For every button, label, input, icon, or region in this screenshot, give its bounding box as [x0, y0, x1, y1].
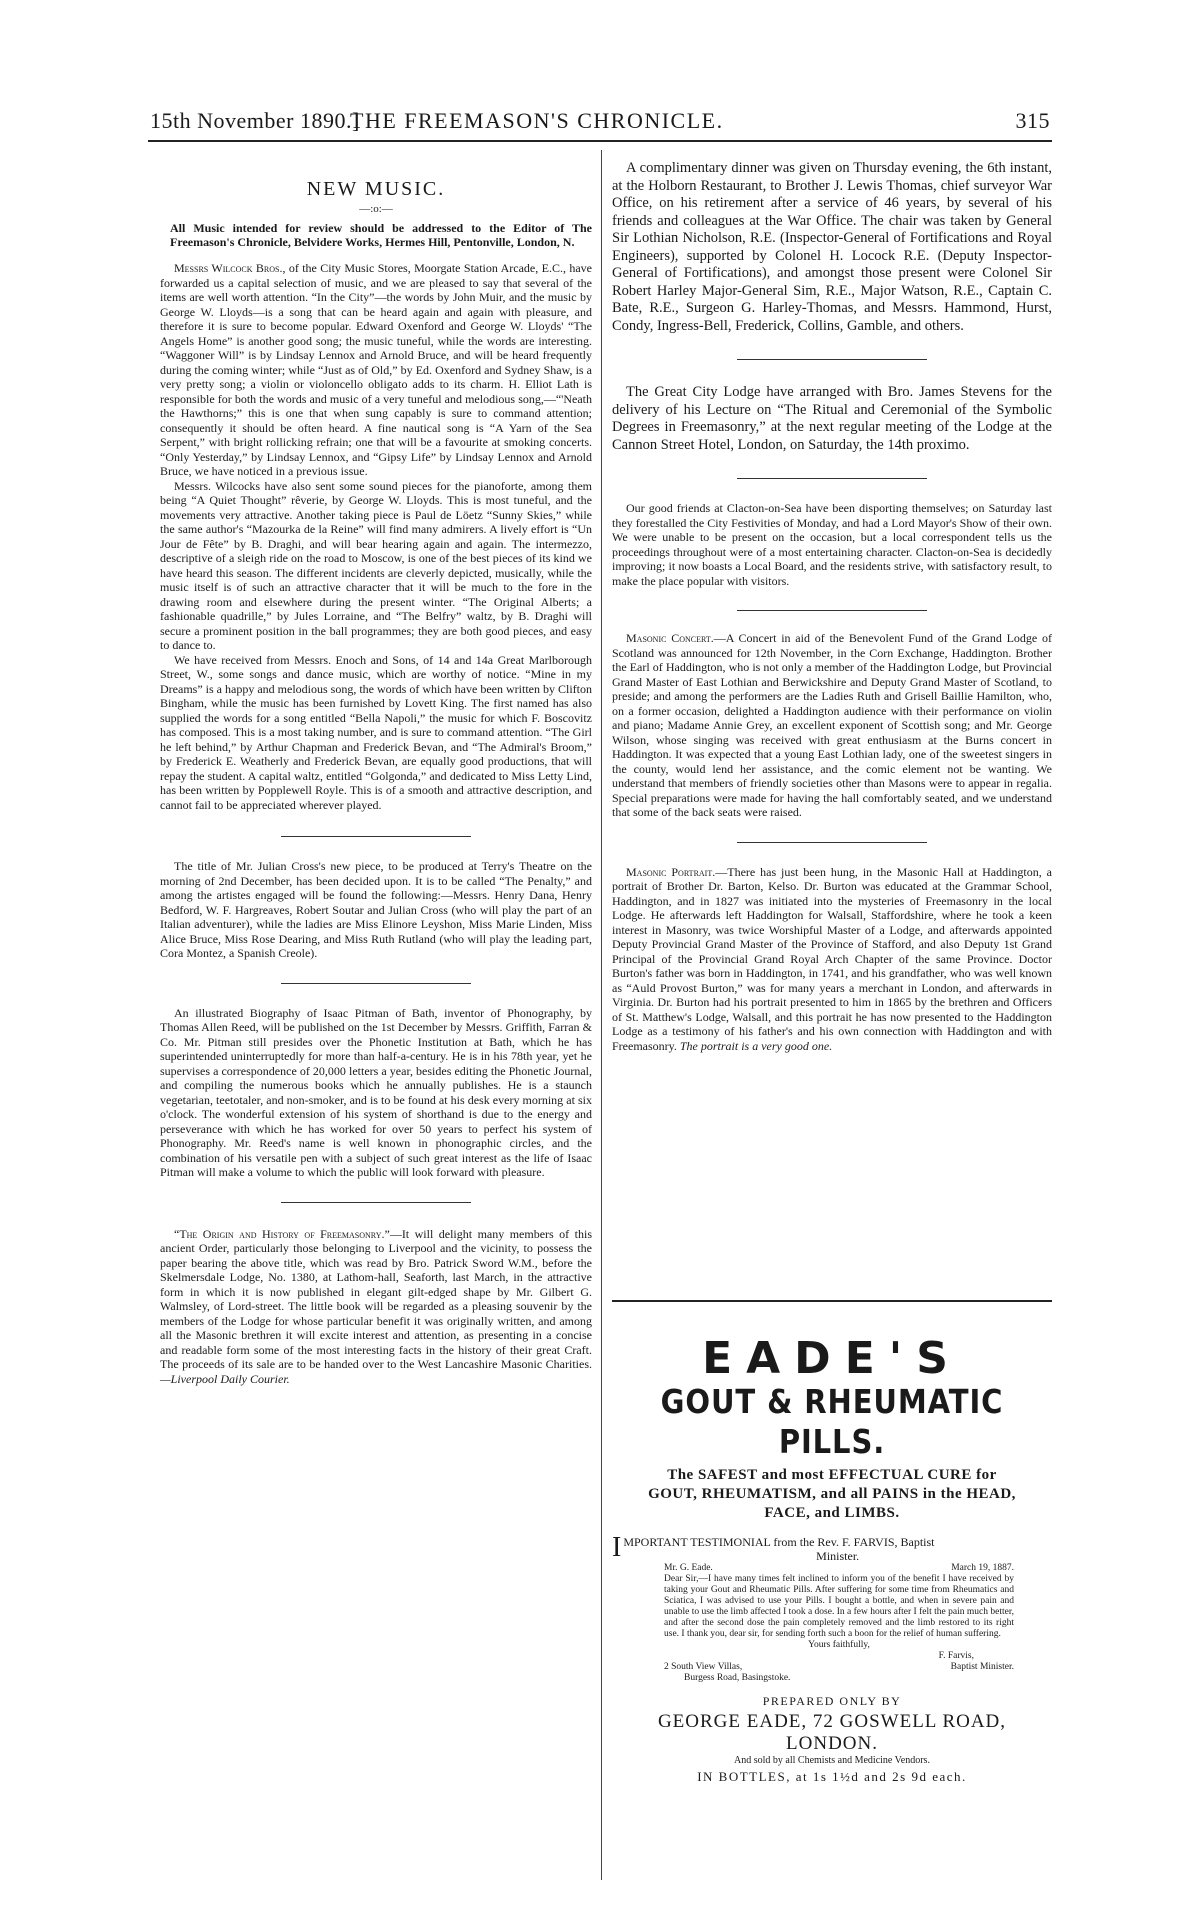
- ad-testimonial-text: MPORTANT TESTIMONIAL from the Rev. F. FARVIS, Baptist: [623, 1535, 935, 1549]
- ad-letter-footer: [664, 1662, 1014, 1673]
- ad-letter-to: Mr. G. Eade.: [664, 1563, 713, 1573]
- ad-sold: And sold by all Chemists and Medicine Vendors.: [734, 1755, 930, 1766]
- ad-tagline-2: GOUT, RHEUMATISM, and all PAINS in the HEAD,: [648, 1486, 1016, 1502]
- great-city-article: The Great City Lodge have arranged with Bro. James Stevens for the delivery of his Lecture on “The Ritual and Ceremonial of the Symbolic Degrees in Freemasonry,” at the next regular meeting of the Lodge at the Cannon Street Hotel, London, on Saturday, the 14th proximo.: [612, 384, 1052, 453]
- origin-source: —Liverpool Daily Courier.: [160, 1371, 290, 1386]
- ad-letter-role: Baptist Minister.: [950, 1662, 1014, 1672]
- ad-brand: EADE'S: [702, 1333, 962, 1384]
- separator: [737, 610, 927, 611]
- music-notice: All Music intended for review should be addressed to the Editor of The Freemason's Chronicle, Belvidere Works, Hermes Hill, Pentonville, London, N.: [170, 221, 592, 249]
- concert-lead: Masonic Concert.: [626, 631, 714, 645]
- title-ornament: —:o:—: [359, 203, 393, 215]
- separator: [737, 842, 927, 843]
- page-number: 315: [1015, 108, 1050, 133]
- separator: [737, 359, 927, 360]
- ad-tagline-1: The SAFEST and most EFFECTUAL CURE for: [667, 1467, 997, 1483]
- music-review-p2: Messrs. Wilcocks have also sent some sound pieces for the pianoforte, among them being “A Quiet Thought” rêverie, by George W. Lloyds. This is most tuneful, and the movements very attractive. Another taking piece is Paul de Löetz “Sunny Skies,” while the same author's “Mazourka de la Reine” will find many admirers. A lively effort is “Un Jour de Fête” by B. Draghi, and will bear hearing again and again. The intermezzo, descriptive of a sleigh ride on the road to Moscow, is one of the best pieces of its kind we have heard this season. The different incidents are cleverly depicted, musically, while the music itself is of such an attractive character that it will be much to the fore in the drawing room and elsewhere during the present winter. “The Original Alberts; a fashionable quadrille,” by Jules Lorraine, and “The Belfry” waltz, by B. Draghi will secure a prominent position in the ball programmes; they are both good pieces, and easy to dance to.: [160, 478, 592, 652]
- ad-letter-date: March 19, 1887.: [951, 1563, 1014, 1573]
- portrait-article: [612, 865, 1052, 1054]
- ad-letter-body: Dear Sir,—I have many times felt inclined to inform you of the benefit I have received by taking your Gout and Rheumatic Pills. After suffering for some time from Rheumatics and Sciatica, I was advised to use your Pills. I bought a bottle, and when in severe pain and unable to use the limb affected I took a dose. In a few hours after I felt the pain much better, and after the second dose the pain completely removed and the limb restored to its right use. I thank you, dear sir, for sending forth such a boon for the relief of human suffering.: [664, 1574, 1014, 1639]
- issue-date: 15th November 1890.]: [150, 108, 360, 133]
- ad-letter-addr1: 2 South View Villas,: [664, 1662, 743, 1672]
- portrait-tail: The portrait is a very good one.: [679, 1038, 833, 1053]
- masthead: THE FREEMASON'S CHRONICLE.: [350, 108, 724, 133]
- ad-product: GOUT & RHEUMATIC PILLS.: [660, 1382, 1004, 1461]
- ad-letter-close: Yours faithfully,: [808, 1640, 870, 1650]
- ad-prepared: PREPARED ONLY BY: [762, 1694, 902, 1708]
- section-title-new-music: NEW MUSIC.: [306, 178, 446, 200]
- left-column: [160, 178, 592, 1386]
- separator: [281, 836, 471, 837]
- music-review-p1: [160, 261, 592, 479]
- ad-letter-header: [664, 1563, 1014, 1574]
- ad-tagline-3: FACE, and LIMBS.: [764, 1505, 900, 1521]
- ad-testimonial-heading: [612, 1532, 1052, 1563]
- right-column: [612, 160, 1052, 1053]
- clacton-article: Our good friends at Clacton-on-Sea have been disporting themselves; on Saturday last they forestalled the City Festivities of Monday, and had a Lord Mayor's Show of their own. We were unable to be present on the occasion, but a local correspondent tells us the proceedings throughout were of a most entertaining character. Clacton-on-Sea is decidedly improving; it now boasts a Local Board, and the residents strive, with satisfactory result, to make the place popular with visitors.: [612, 501, 1052, 588]
- ad-letter: [612, 1563, 1052, 1684]
- music-review-p3: We have received from Messrs. Enoch and Sons, of 14 and 14a Great Marlborough Street, W., some songs and dance music, which are worthy of notice. “Mine in my Dreams” is a happy and melodious song, the words of which have been written by Clifton Bingham, while the music has been furnished by Lovett King. The first named has also supplied the words for a song entitled “Bella Napoli,” the music for which F. Boscovitz has composed. This is a most taking number, and is sure to command attention. “The Girl he left behind,” by Arthur Chapman and Frederick Bevan, and “The Admiral's Broom,” by Frederick E. Weatherly and Frederick Bevan, are equally good productions, that will repay the student. A capital waltz, entitled “Golgonda,” and dedicated to Miss Letty Lind, has been written by Popplewell Royle. This is of a smooth and attractive description, and cannot fail to be appreciated wherever played.: [160, 652, 592, 812]
- cross-article: The title of Mr. Julian Cross's new piece, to be produced at Terry's Theatre on the morning of 2nd December, has been decided upon. It is to be called “The Penalty,” and among the artistes engaged will be found the following:—Messrs. Henry Dana, Henry Bedford, W. F. Hargreaves, Robert Soutar and Julian Cross (who will play the part of an Italian adventurer), while the ladies are Miss Elinore Leyshon, Miss Marie Linden, Miss Alice Bruce, Miss Rose Dearing, and Miss Ruth Rutland (who will play the leading part, Cora Montez, a Spanish Creole).: [160, 859, 592, 960]
- separator: [281, 1202, 471, 1203]
- ad-letter-addr2: Burgess Road, Basingstoke.: [684, 1673, 791, 1683]
- music-review-lead: Messrs Wilcock Bros.: [174, 261, 283, 275]
- ad-bottles: IN BOTTLES, at 1s 1½d and 2s 9d each.: [697, 1769, 967, 1784]
- column-divider: [601, 150, 602, 1880]
- eades-advertisement: [612, 1300, 1052, 1785]
- ad-testimonial-dropcap: I: [612, 1532, 622, 1563]
- origin-article: [160, 1227, 592, 1387]
- separator: [737, 478, 927, 479]
- concert-article: [612, 631, 1052, 820]
- origin-lead: “The Origin and History of Freemasonry.”: [174, 1226, 390, 1241]
- concert-text: —A Concert in aid of the Benevolent Fund of the Grand Lodge of Scotland was announced for 12th November, in the Corn Exchange, Haddington. Brother the Earl of Haddington, who is not only a member of the Haddington Lodge, but Provincial Grand Master of East Lothian and Berwickshire and Deputy Grand Master of Scotland, to preside; and among the performers are the Ladies Ruth and Grisell Baillie Hamilton, who, on a former occasion, delighted a Haddington audience with their performance on violin and piano; Madame Annie Grey, an excellent exponent of Scottish song; and Mr. George Wilson, whose singing was received with great enthusiasm at the Burns concert in Haddington. It was expected that a young East Lothian lady, one of the sweetest singers in the county, would lend her assistance, and the comic element not be wanting. We understand that members of friendly societies other than Masons were to appear in regalia. Special preparations were made for having the hall comfortably seated, and we understand that some of the back seats were raised.: [612, 631, 1052, 819]
- ad-letter-sig: F. Farvis,: [938, 1651, 974, 1661]
- ad-address: GEORGE EADE, 72 GOSWELL ROAD, LONDON.: [657, 1711, 1007, 1754]
- header-rule: [148, 140, 1052, 142]
- portrait-text: —There has just been hung, in the Masonic Hall at Haddington, a portrait of Brother Dr. Barton, Kelso. Dr. Burton was educated at the Grammar School, Haddington, and in 1827 was initiated into the mysteries of Freemasonry in the local Lodge. He afterwards left Haddington for Walsall, Staffordshire, where he took a keen interest in Masonry, was twice Worshipful Master of a Lodge, and afterwards appointed Deputy Provincial Grand Master of the Province of Stafford, and also Deputy 1st Grand Principal of the Provincial Grand Royal Arch Chapter of the same Province. Doctor Burton's father was born in Haddington, in 1741, and his grandfather, who was well known as “Auld Provost Burton,” was for many years a merchant in London, and afterwards in Virginia. Dr. Burton had his portrait presented to him in 1865 by the brethren and Officers of St. Matthew's Lodge, Walsall, and this portrait he has now presented to the Haddington Lodge as a testimony of his father's and his own connection with Haddington and with Freemasonry.: [612, 864, 1052, 1053]
- pitman-article: An illustrated Biography of Isaac Pitman of Bath, inventor of Phonography, by Thomas Allen Reed, will be published on the 1st December by Messrs. Griffith, Farran & Co. Mr. Pitman still presides over the Phonetic Institution at Bath, which he has superintended uninterruptedly for more than half-a-century. He is in his 78th year, yet he supervises a correspondence of 20,000 letters a year, besides editing the Phonetic Journal, and compiling the numerous books which he annually publishes. He is a staunch vegetarian, teetotaler, and non-smoker, and is to be found at his desk every morning at six o'clock. The wonderful extension of his system of shorthand is due to the energy and perseverance with which he has worked for over 50 years to perfect his system of Phonography. Mr. Reed's name is well known in phonographic circles, and the combination of his versatile pen with a subject of such great interest as the life of Isaac Pitman will make a volume to which the public will look forward with pleasure.: [160, 1005, 592, 1179]
- origin-text: —It will delight many members of this ancient Order, particularly those belonging to Liverpool and the vicinity, to possess the paper bearing the above title, which was read by Bro. Patrick Sword W.M., before the Skelmersdale Lodge, No. 1380, at Lathom-hall, Seaforth, last March, in the attractive form in which it is now published in elegant gilt-edged shape by Mr. Gilbert G. Walmsley, of Lord-street. The little book will be regarded as a pleasing souvenir by the members of the Lodge for whose particular benefit it was originally written, and among all the Masonic brethren it will excite interest and attention, as presenting in a concise and readable form some of the most interesting facts in the history of their great Craft. The proceeds of its sale are to be handed over to the West Lancashire Masonic Charities.: [160, 1226, 592, 1371]
- portrait-lead: Masonic Portrait.: [626, 864, 716, 879]
- page-header: [150, 104, 1050, 138]
- ad-testimonial-role: Minister.: [816, 1549, 860, 1563]
- separator: [281, 983, 471, 984]
- dinner-article: A complimentary dinner was given on Thursday evening, the 6th instant, at the Holborn Restaurant, to Brother J. Lewis Thomas, chief surveyor War Office, on his retirement after a service of 46 years, by several of his friends and colleagues at the War Office. The chair was taken by General Sir Lothian Nicholson, R.E. (Inspector-General of Fortifications and Royal Engineers), supported by Colonel H. Locock R.E. (Deputy Inspector-General of Fortifications), and amongst those present were Colonel Sir Robert Harley Major-General Sim, R.E., Major Watson, R.E., Captain C. Bate, R.E., Surgeon G. Harley-Thomas, and Messrs. Hammond, Hurst, Condy, Ingress-Bell, Frederick, Collins, Gamble, and others.: [612, 160, 1052, 334]
- music-review-text: , of the City Music Stores, Moorgate Station Arcade, E.C., have forwarded us a capital selection of music, and we are pleased to say that several of the items are well worth attention. “In the City”—the words by John Muir, and the music by George W. Lloyds—is a song that can be heard again and again with pleasure, and therefore it is sure to become popular. Edward Oxenford and George W. Lloyds' “The Angels Home” is another good song; the music tuneful, while the words are interesting. “Waggoner Will” is by Lindsay Lennox and Arnold Bruce, and will be heard frequently during the coming winter; while “Just as of Old,” by Ed. Oxenford and Sydney Shaw, is a very pretty song; a violin or violoncello obligato adds to its charm. H. Elliot Lath is responsible for both the words and music of a very tuneful and melodious song,—“'Neath the Hawthorns;” this is one that when sung capably is sure to command attention; consequently it should be often heard. A fine nautical song is “A Yarn of the Sea Serpent,” with bright rollicking refrain; one that will be a favourite at smoking concerts. “Only Yesterday,” by Lindsay Lennox, and “Gipsy Life” by Lindsay Lennox and Arnold Bruce, we have noticed in a previous issue.: [160, 261, 593, 478]
